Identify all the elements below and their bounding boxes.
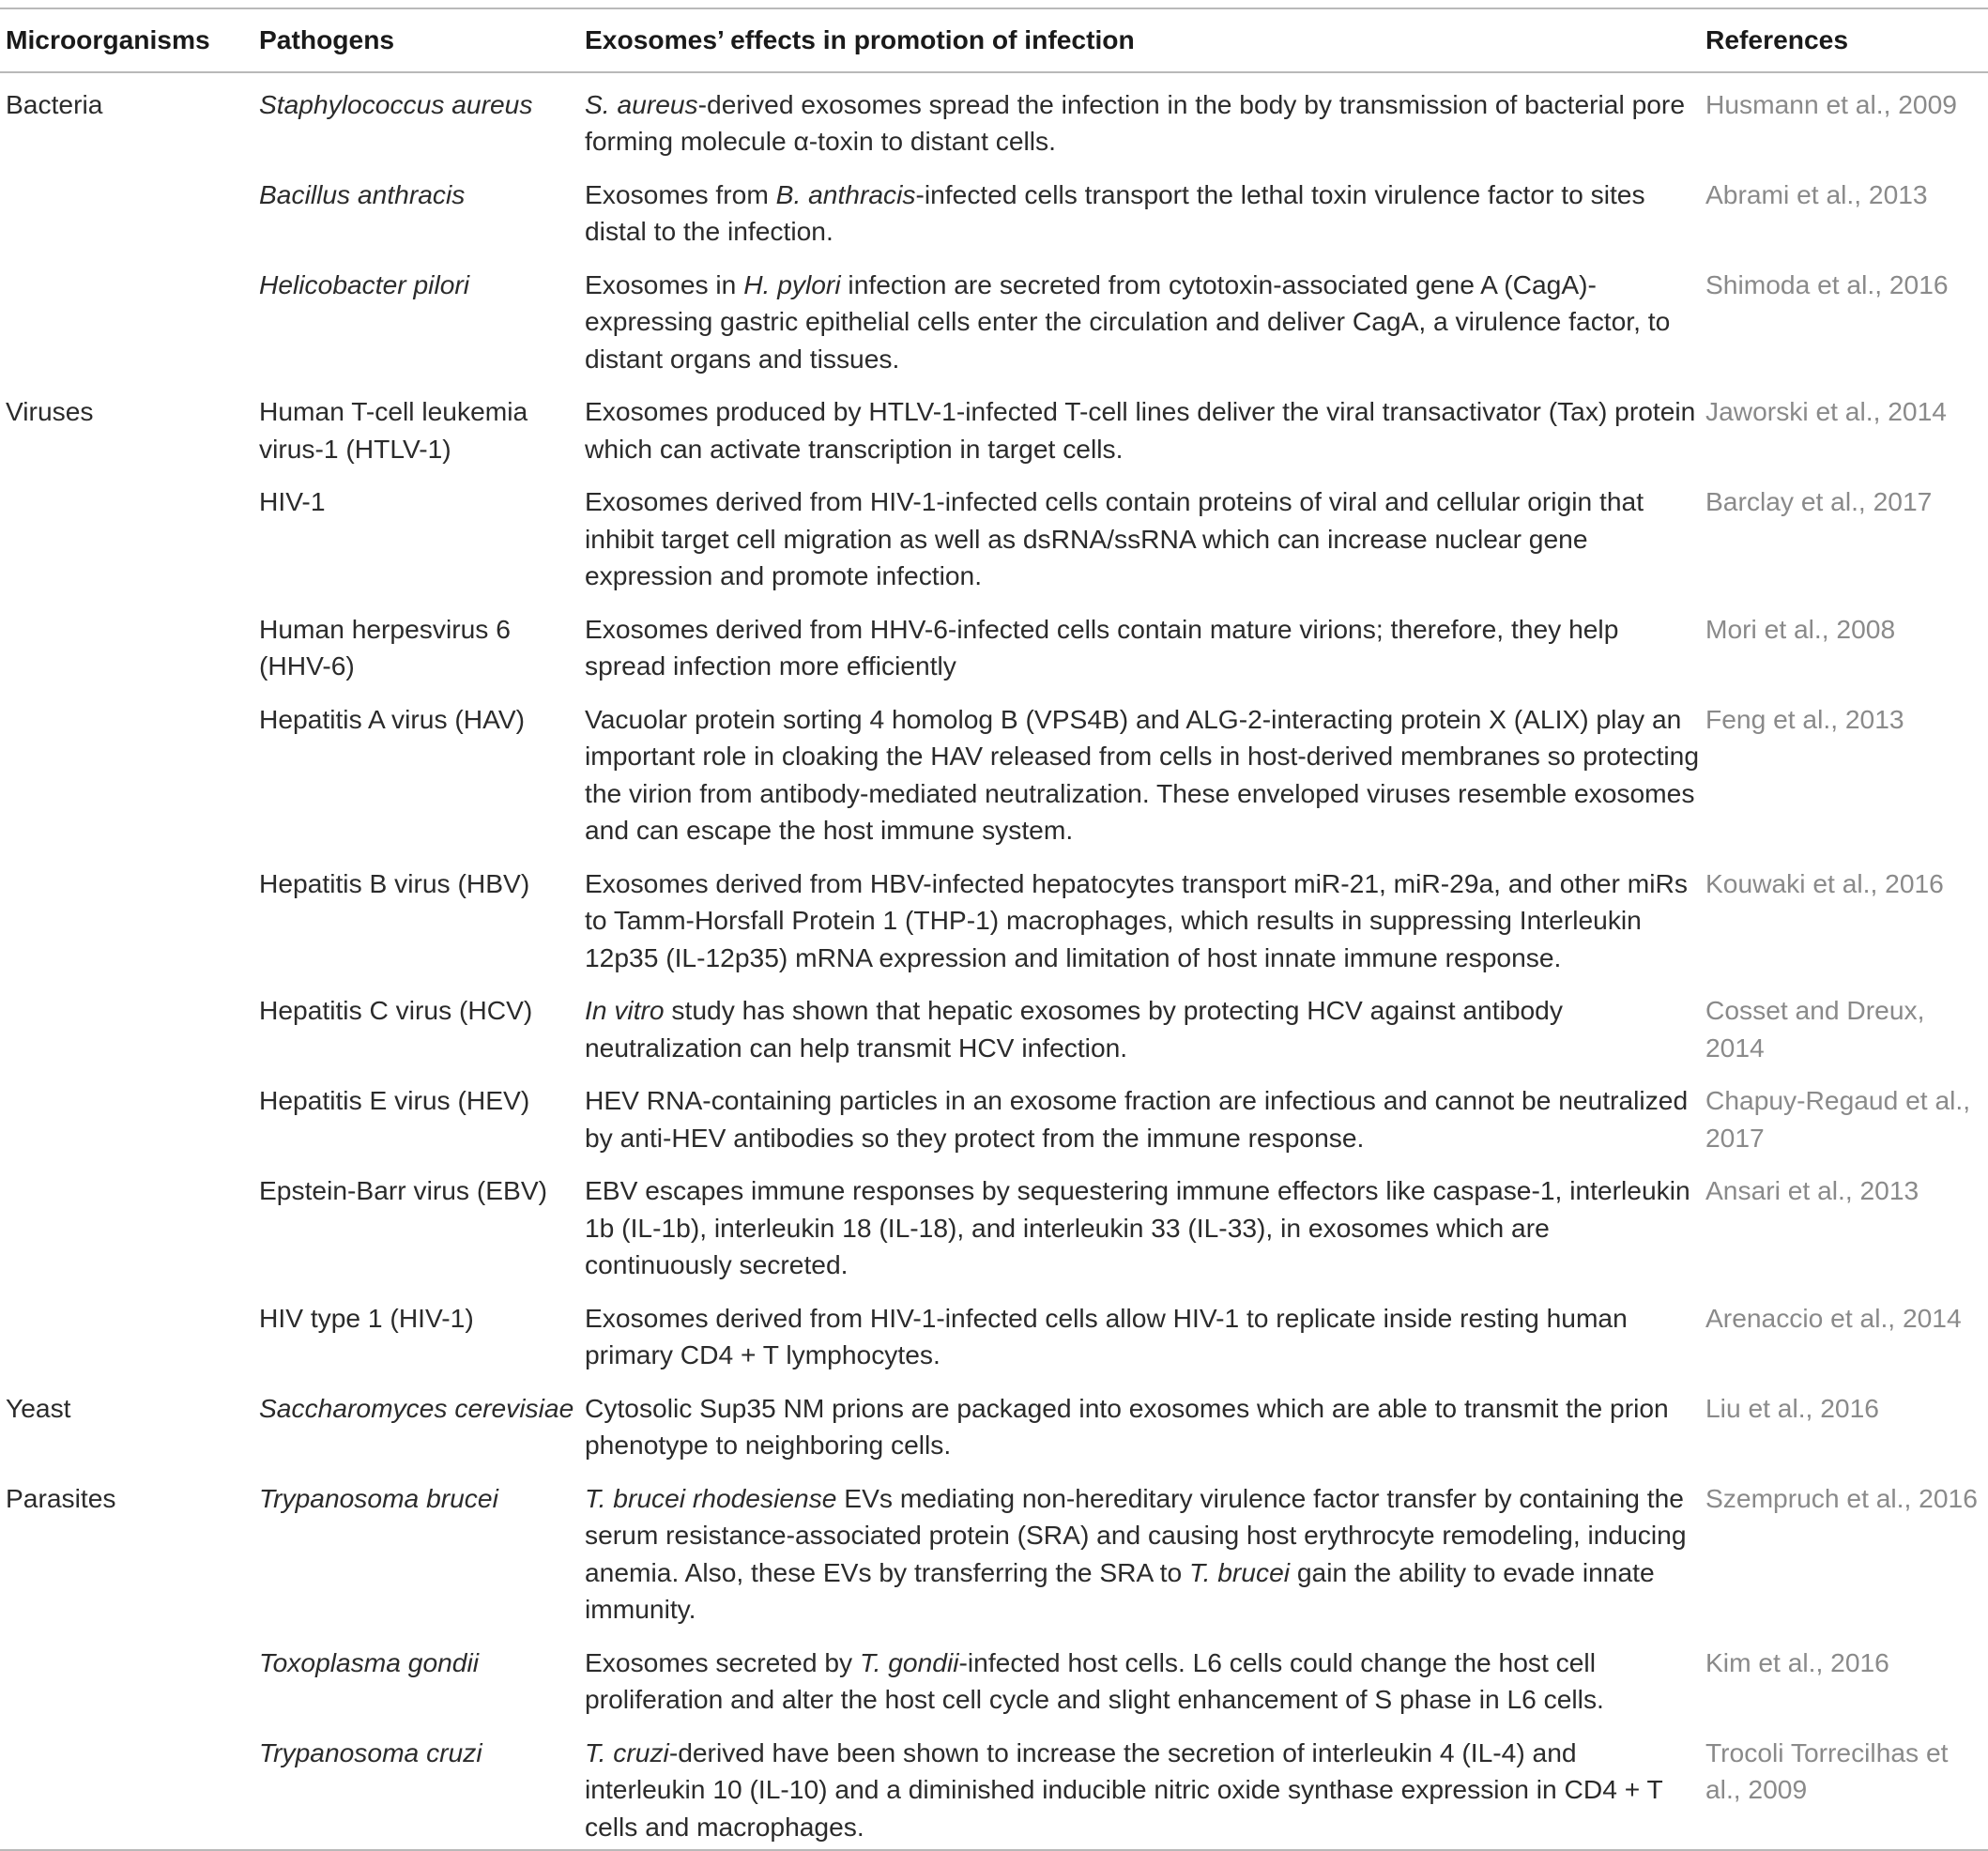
cell-effect: [583, 257, 1703, 385]
effect-text-segment: -infected cells transport the lethal toxin virulence factor to sites distal to the infection.: [585, 178, 1645, 246]
effect-text-segment: Vacuolar protein sorting 4 homolog B (VPS4B) and ALG-2-interacting protein X (ALIX) play an important role in cloaking the HAV released from cells in host-derived membranes so protecting the virion from antibody-mediated neutralization. These enveloped viruses resemble exosomes and can escape the host immune system.: [585, 703, 1700, 845]
cell-pathogen: HIV type 1 (HIV-1): [259, 1302, 474, 1333]
cell-reference[interactable]: Shimoda et al., 2016: [1705, 268, 1949, 299]
cell-effect: [583, 856, 1703, 984]
cell-reference[interactable]: Kim et al., 2016: [1705, 1646, 1889, 1677]
cell-reference[interactable]: Abrami et al., 2013: [1705, 178, 1928, 209]
table-row: [0, 602, 1988, 692]
cell-microorganism: [0, 1163, 259, 1291]
exosome-infection-table: [0, 8, 1988, 1851]
table-row: [0, 474, 1988, 602]
cell-pathogen: Epstein-Barr virus (EBV): [259, 1175, 548, 1205]
cell-pathogen: Human T-cell leukemia virus-1 (HTLV-1): [259, 396, 528, 464]
effect-text-segment: B. anthracis: [775, 178, 916, 209]
effect-text-segment: Exosomes derived from HIV-1-infected cells contain proteins of viral and cellular origin that inhibit target cell migration as well as dsRNA/ssRNA which can increase nuclear gene expression and promote infection.: [585, 486, 1644, 590]
cell-pathogen: Hepatitis B virus (HBV): [259, 867, 530, 898]
table-row: [0, 1725, 1988, 1851]
cell-microorganism: [0, 602, 259, 692]
effect-text-segment: Exosomes from: [585, 178, 776, 209]
cell-reference[interactable]: Kouwaki et al., 2016: [1705, 867, 1944, 898]
table-row: [0, 983, 1988, 1073]
effect-text-segment: Exosomes derived from HHV-6-infected cells contain mature virions; therefore, they help spread infection more efficiently: [585, 613, 1619, 681]
cell-microorganism: [0, 1725, 259, 1851]
table-row: [0, 692, 1988, 856]
cell-reference[interactable]: Liu et al., 2016: [1705, 1392, 1879, 1423]
cell-microorganism: [0, 167, 259, 257]
cell-effect: [583, 1073, 1703, 1163]
cell-microorganism: Viruses: [6, 396, 94, 426]
table-row: [0, 167, 1988, 257]
cell-pathogen: Helicobacter pilori: [259, 268, 470, 299]
effect-text-segment: HEV RNA-containing particles in an exosome fraction are infectious and cannot be neutralized by anti-HEV antibodies so they protect from the immune response.: [585, 1085, 1689, 1153]
cell-reference[interactable]: Cosset and Dreux, 2014: [1705, 995, 1925, 1063]
cell-microorganism: [0, 983, 259, 1073]
effect-text-segment: T. gondii: [859, 1646, 959, 1677]
cell-pathogen: Staphylococcus aureus: [259, 88, 533, 119]
cell-microorganism: [0, 1073, 259, 1163]
cell-reference[interactable]: Chapuy-Regaud et al., 2017: [1705, 1085, 1971, 1153]
effect-text-segment: EVs mediating non-hereditary virulence factor transfer by containing the serum resistance-associated protein (SRA) and causing host erythrocyte remodeling, inducing anemia. Also, these EVs by transferring the SRA to: [585, 1482, 1687, 1587]
cell-reference[interactable]: Feng et al., 2013: [1705, 703, 1904, 734]
cell-reference[interactable]: Ansari et al., 2013: [1705, 1175, 1919, 1205]
cell-effect: [583, 167, 1703, 257]
cell-pathogen: Hepatitis E virus (HEV): [259, 1085, 530, 1115]
cell-effect: [583, 384, 1703, 474]
effect-text-segment: infection are secreted from cytotoxin-associated gene A (CagA)-expressing gastric epithelial cells enter the circulation and deliver CagA, a virulence factor, to distant organs and tissues.: [585, 268, 1671, 374]
cell-pathogen: Toxoplasma gondii: [259, 1646, 480, 1677]
cell-microorganism: Parasites: [6, 1482, 116, 1513]
cell-reference[interactable]: Arenaccio et al., 2014: [1705, 1302, 1962, 1333]
effect-text-segment: Exosomes in: [585, 268, 744, 299]
table-row: [0, 1635, 1988, 1725]
cell-reference[interactable]: Husmann et al., 2009: [1705, 88, 1957, 119]
header-row: [0, 8, 1988, 72]
header-references: References: [1703, 8, 1988, 72]
cell-effect: [583, 1635, 1703, 1725]
cell-microorganism: [0, 692, 259, 856]
effect-text-segment: -derived exosomes spread the infection in the body by transmission of bacterial pore forming molecule α-toxin to distant cells.: [585, 88, 1685, 156]
table-header: [0, 8, 1988, 72]
table-body: [0, 72, 1988, 1851]
effect-text-segment: H. pylori: [743, 268, 841, 299]
cell-effect: [583, 474, 1703, 602]
cell-pathogen: Saccharomyces cerevisiae: [259, 1392, 574, 1423]
table-row: [0, 1381, 1988, 1471]
table-row: [0, 1471, 1988, 1635]
cell-microorganism: Yeast: [6, 1392, 71, 1423]
cell-effect: [583, 1725, 1703, 1851]
cell-microorganism: Bacteria: [6, 88, 103, 119]
cell-pathogen: Trypanosoma cruzi: [259, 1725, 583, 1851]
table-row: [0, 384, 1988, 474]
cell-effect: [583, 983, 1703, 1073]
cell-microorganism: [0, 856, 259, 984]
cell-reference[interactable]: Trocoli Torrecilhas et al., 2009: [1703, 1725, 1988, 1851]
table-row: [0, 856, 1988, 984]
cell-effect: [583, 692, 1703, 856]
table-row: [0, 257, 1988, 385]
effect-text-segment: T. cruzi: [585, 1736, 669, 1767]
table-row: [0, 1163, 1988, 1291]
effect-text-segment: Exosomes derived from HBV-infected hepatocytes transport miR-21, miR-29a, and other miRs to Tamm-Horsfall Protein 1 (THP-1) macrophages, which results in suppressing Interleukin 12p35 (IL-12p35) mRNA expression and limitation of host innate immune response.: [585, 867, 1688, 972]
cell-microorganism: [0, 257, 259, 385]
cell-reference[interactable]: Mori et al., 2008: [1705, 613, 1896, 644]
effect-text-segment: study has shown that hepatic exosomes by protecting HCV against antibody neutralization can help transmit HCV infection.: [585, 995, 1563, 1063]
cell-pathogen: Hepatitis C virus (HCV): [259, 995, 533, 1025]
effect-text-segment: T. brucei rhodesiense: [585, 1482, 837, 1513]
cell-effect: [583, 72, 1703, 167]
cell-effect: [583, 1471, 1703, 1635]
cell-effect: [583, 1291, 1703, 1381]
cell-pathogen: Hepatitis A virus (HAV): [259, 703, 526, 734]
cell-effect: [583, 1381, 1703, 1471]
header-pathogens: Pathogens: [259, 8, 583, 72]
effect-text-segment: Exosomes produced by HTLV-1-infected T-cell lines deliver the viral transactivator (Tax) protein which can activate transcription in target cells.: [585, 396, 1696, 464]
cell-microorganism: [0, 1291, 259, 1381]
cell-pathogen: HIV-1: [259, 486, 326, 516]
cell-effect: [583, 1163, 1703, 1291]
cell-reference[interactable]: Barclay et al., 2017: [1705, 486, 1933, 516]
effect-text-segment: T. brucei: [1188, 1556, 1291, 1587]
cell-microorganism: [0, 474, 259, 602]
cell-pathogen: Trypanosoma brucei: [259, 1482, 498, 1513]
effect-text-segment: In vitro: [585, 995, 665, 1025]
cell-reference[interactable]: Szempruch et al., 2016: [1705, 1482, 1978, 1513]
effect-text-segment: Exosomes derived from HIV-1-infected cells allow HIV-1 to replicate inside resting human primary CD4 + T lymphocytes.: [585, 1302, 1628, 1369]
effect-text-segment: Exosomes secreted by: [585, 1646, 860, 1677]
effect-text-segment: Cytosolic Sup35 NM prions are packaged into exosomes which are able to transmit the prion phenotype to neighboring cells.: [585, 1392, 1669, 1460]
table-row: [0, 1073, 1988, 1163]
table-row: [0, 1291, 1988, 1381]
cell-reference[interactable]: Jaworski et al., 2014: [1705, 396, 1947, 426]
cell-microorganism: [0, 1635, 259, 1725]
header-microorganisms: Microorganisms: [0, 8, 259, 72]
effect-text-segment: gain the ability to evade innate immunity.: [585, 1556, 1655, 1624]
effect-text-segment: EBV escapes immune responses by sequestering immune effectors like caspase-1, interleukin 1b (IL-1b), interleukin 18 (IL-18), and interleukin 33 (IL-33), in exosomes which are continuously secreted.: [585, 1175, 1690, 1279]
cell-pathogen: Human herpesvirus 6 (HHV-6): [259, 613, 511, 681]
effect-text-segment: S. aureus: [585, 88, 698, 119]
cell-effect: [583, 602, 1703, 692]
effect-text-segment: -infected host cells. L6 cells could change the host cell proliferation and alter the host cell cycle and slight enhancement of S phase in L6 cells.: [585, 1646, 1604, 1714]
cell-pathogen: Bacillus anthracis: [259, 178, 466, 209]
header-effects: Exosomes’ effects in promotion of infection: [583, 8, 1703, 72]
table-row: [0, 72, 1988, 167]
effect-text-segment: -derived have been shown to increase the secretion of interleukin 4 (IL-4) and interleukin 10 (IL-10) and a diminished inducible nitric oxide synthase expression in CD4 + T cells and macrophages.: [585, 1736, 1663, 1842]
